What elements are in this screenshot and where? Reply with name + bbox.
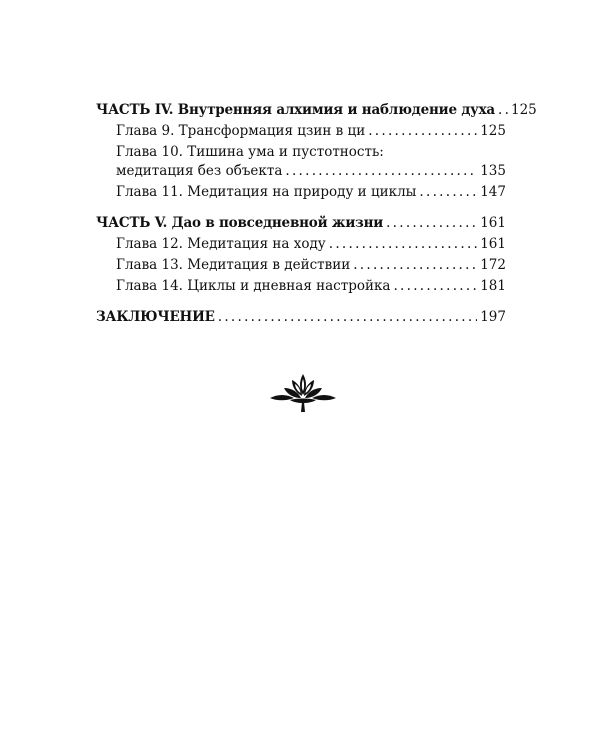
toc-entry-title: Глава 11. Медитация на природу и циклы: [116, 184, 417, 200]
toc-leader-dots: [419, 183, 477, 202]
toc-entry-chapter[interactable]: [96, 277, 506, 296]
toc-entry-chapter[interactable]: [96, 122, 506, 141]
lotus-ornament-icon: [268, 368, 338, 414]
toc-entry-page: 125: [510, 102, 537, 118]
toc-entry-title-continuation: [116, 162, 506, 181]
toc-leader-dots: [285, 162, 477, 181]
toc-entry-page: 172: [480, 257, 506, 273]
toc-entry-title: ЧАСТЬ IV. Внутренняя алхимия и наблюдение духа: [96, 102, 495, 118]
toc-entry-part[interactable]: [96, 101, 537, 120]
toc-leader-dots: [368, 122, 477, 141]
toc-entry-chapter[interactable]: [96, 256, 506, 275]
toc-leader-dots: [386, 214, 477, 233]
toc-entry-title: Глава 13. Медитация в действии: [116, 257, 351, 273]
toc-part-5: [96, 214, 506, 296]
toc-entry-chapter[interactable]: [96, 183, 506, 202]
toc-entry-part[interactable]: [96, 214, 506, 233]
toc-part-4: [96, 101, 537, 202]
toc-entry-page: 197: [480, 309, 506, 325]
toc-entry-chapter[interactable]: [96, 143, 506, 181]
toc-leader-dots: [393, 277, 477, 296]
toc-leader-dots: [218, 308, 477, 327]
toc-entry-chapter[interactable]: [96, 235, 506, 254]
toc-entry-page: 181: [480, 278, 506, 294]
toc-leader-dots: [498, 101, 508, 120]
toc-entry-page: 147: [480, 184, 506, 200]
toc-entry-page: 161: [480, 236, 506, 252]
toc-leader-dots: [329, 235, 477, 254]
toc-entry-title: ЗАКЛЮЧЕНИЕ: [96, 309, 215, 325]
toc-conclusion: [96, 308, 506, 327]
toc-leader-dots: [353, 256, 477, 275]
toc-entry-title: Глава 14. Циклы и дневная настройка: [116, 278, 391, 294]
toc-entry-title: Глава 12. Медитация на ходу: [116, 236, 326, 252]
toc-entry-page: 135: [480, 163, 506, 179]
toc-entry-title-cont: медитация без объекта: [116, 163, 283, 179]
toc-entry-title: Глава 9. Трансформация цзин в ци: [116, 123, 366, 139]
toc-entry-page: 161: [480, 215, 506, 231]
toc-entry-title: ЧАСТЬ V. Дао в повседневной жизни: [96, 215, 384, 231]
toc-entry-part[interactable]: [96, 308, 506, 327]
toc-entry-title: Глава 10. Тишина ума и пустотность:: [116, 144, 384, 160]
toc-entry-page: 125: [480, 123, 506, 139]
table-of-contents: [96, 101, 537, 329]
